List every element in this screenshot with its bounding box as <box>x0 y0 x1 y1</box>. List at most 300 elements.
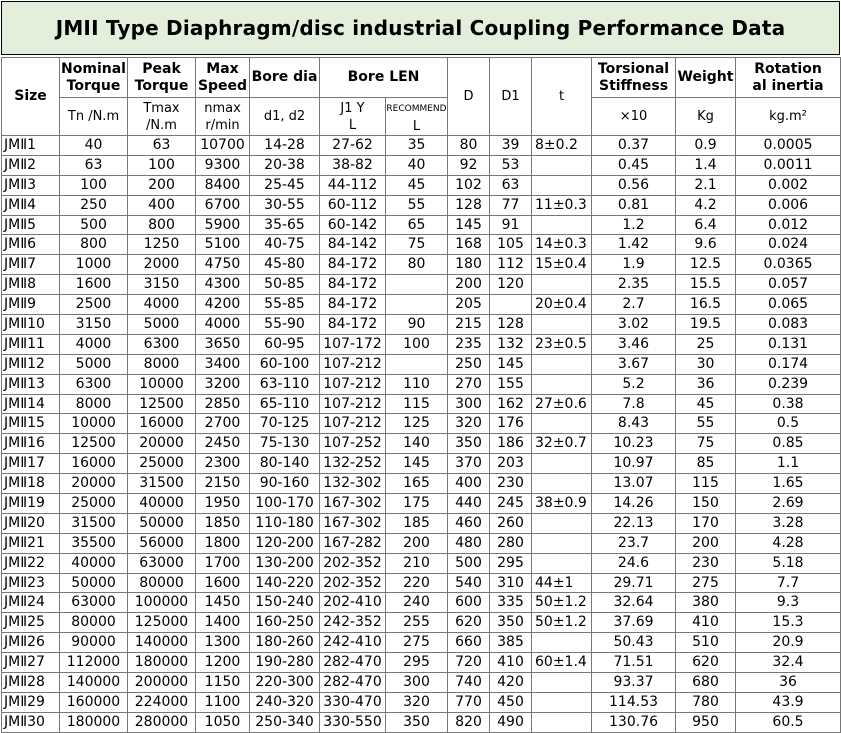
cell-weight: 6.4 <box>676 215 736 235</box>
cell-d1: 310 <box>490 573 532 593</box>
cell-max-speed: 2300 <box>196 454 250 474</box>
cell-size: JMⅡ30 <box>2 712 60 732</box>
cell-rotational-inertia: 0.5 <box>736 414 841 434</box>
cell-peak-torque: 125000 <box>128 613 196 633</box>
cell-d: 370 <box>448 454 490 474</box>
cell-bore-dia: 220-300 <box>250 673 320 693</box>
cell-bore-len-j1y: 282-470 <box>320 653 386 673</box>
cell-rotational-inertia: 0.002 <box>736 175 841 195</box>
cell-peak-torque: 31500 <box>128 474 196 494</box>
cell-torsional-stiffness: 23.7 <box>592 533 676 553</box>
unit-nominal-torque: Tn /N.m <box>60 98 128 136</box>
cell-weight: 16.5 <box>676 295 736 315</box>
cell-d: 102 <box>448 175 490 195</box>
cell-bore-len-j1y: 84-172 <box>320 295 386 315</box>
cell-bore-len-recommend <box>386 295 448 315</box>
cell-t <box>532 673 592 693</box>
cell-bore-len-j1y: 107-212 <box>320 374 386 394</box>
cell-bore-dia: 100-170 <box>250 494 320 514</box>
cell-rotational-inertia: 4.28 <box>736 533 841 553</box>
cell-peak-torque: 140000 <box>128 633 196 653</box>
cell-peak-torque: 4000 <box>128 295 196 315</box>
cell-max-speed: 3400 <box>196 354 250 374</box>
cell-torsional-stiffness: 1.42 <box>592 235 676 255</box>
cell-size: JMⅡ27 <box>2 653 60 673</box>
cell-bore-len-recommend: 35 <box>386 136 448 156</box>
cell-peak-torque: 200000 <box>128 673 196 693</box>
cell-torsional-stiffness: 71.51 <box>592 653 676 673</box>
cell-max-speed: 1700 <box>196 553 250 573</box>
cell-torsional-stiffness: 10.23 <box>592 434 676 454</box>
cell-max-speed: 4750 <box>196 255 250 275</box>
cell-d: 235 <box>448 334 490 354</box>
cell-d: 205 <box>448 295 490 315</box>
cell-rotational-inertia: 32.4 <box>736 653 841 673</box>
cell-max-speed: 5900 <box>196 215 250 235</box>
cell-max-speed: 3650 <box>196 334 250 354</box>
table-row <box>2 712 841 732</box>
cell-nominal-torque: 1600 <box>60 275 128 295</box>
table-row <box>2 334 841 354</box>
cell-peak-torque: 800 <box>128 215 196 235</box>
table-row <box>2 155 841 175</box>
cell-nominal-torque: 12500 <box>60 434 128 454</box>
cell-torsional-stiffness: 93.37 <box>592 673 676 693</box>
cell-bore-len-recommend: 300 <box>386 673 448 693</box>
cell-bore-dia: 25-45 <box>250 175 320 195</box>
header-peak-torque: Peak Torque <box>128 58 196 98</box>
table-row <box>2 573 841 593</box>
cell-bore-len-recommend: 100 <box>386 334 448 354</box>
cell-peak-torque: 5000 <box>128 315 196 335</box>
cell-rotational-inertia: 0.38 <box>736 394 841 414</box>
cell-peak-torque: 80000 <box>128 573 196 593</box>
cell-nominal-torque: 50000 <box>60 573 128 593</box>
cell-torsional-stiffness: 3.02 <box>592 315 676 335</box>
cell-torsional-stiffness: 0.56 <box>592 175 676 195</box>
cell-nominal-torque: 25000 <box>60 494 128 514</box>
cell-torsional-stiffness: 1.2 <box>592 215 676 235</box>
cell-size: JMⅡ23 <box>2 573 60 593</box>
cell-d1: 63 <box>490 175 532 195</box>
cell-max-speed: 1800 <box>196 533 250 553</box>
cell-nominal-torque: 5000 <box>60 354 128 374</box>
cell-bore-len-recommend: 65 <box>386 215 448 235</box>
cell-d: 128 <box>448 195 490 215</box>
cell-size: JMⅡ6 <box>2 235 60 255</box>
cell-size: JMⅡ22 <box>2 553 60 573</box>
table-row <box>2 215 841 235</box>
table-row <box>2 692 841 712</box>
cell-peak-torque: 50000 <box>128 513 196 533</box>
cell-weight: 4.2 <box>676 195 736 215</box>
cell-d: 168 <box>448 235 490 255</box>
cell-t: 27±0.6 <box>532 394 592 414</box>
cell-d1: 53 <box>490 155 532 175</box>
cell-rotational-inertia: 43.9 <box>736 692 841 712</box>
cell-weight: 200 <box>676 533 736 553</box>
cell-torsional-stiffness: 22.13 <box>592 513 676 533</box>
cell-d: 540 <box>448 573 490 593</box>
cell-bore-len-j1y: 107-252 <box>320 434 386 454</box>
cell-peak-torque: 3150 <box>128 275 196 295</box>
cell-bore-len-j1y: 60-142 <box>320 215 386 235</box>
cell-d: 620 <box>448 613 490 633</box>
cell-weight: 275 <box>676 573 736 593</box>
unit-peak-torque: Tmax /N.m <box>128 98 196 136</box>
cell-weight: 620 <box>676 653 736 673</box>
cell-peak-torque: 224000 <box>128 692 196 712</box>
cell-max-speed: 6700 <box>196 195 250 215</box>
cell-bore-len-recommend: 75 <box>386 235 448 255</box>
cell-size: JMⅡ14 <box>2 394 60 414</box>
cell-weight: 950 <box>676 712 736 732</box>
header-weight: Weight <box>676 58 736 98</box>
cell-d1: 295 <box>490 553 532 573</box>
cell-peak-torque: 100 <box>128 155 196 175</box>
cell-d1: 385 <box>490 633 532 653</box>
cell-size: JMⅡ15 <box>2 414 60 434</box>
cell-bore-dia: 30-55 <box>250 195 320 215</box>
cell-weight: 170 <box>676 513 736 533</box>
cell-bore-dia: 60-95 <box>250 334 320 354</box>
cell-rotational-inertia: 5.18 <box>736 553 841 573</box>
cell-bore-len-j1y: 202-410 <box>320 593 386 613</box>
cell-d1: 410 <box>490 653 532 673</box>
cell-nominal-torque: 800 <box>60 235 128 255</box>
cell-t <box>532 275 592 295</box>
unit-weight: Kg <box>676 98 736 136</box>
cell-nominal-torque: 160000 <box>60 692 128 712</box>
cell-bore-dia: 50-85 <box>250 275 320 295</box>
cell-d1: 112 <box>490 255 532 275</box>
performance-table <box>1 57 841 733</box>
cell-size: JMⅡ28 <box>2 673 60 693</box>
cell-peak-torque: 200 <box>128 175 196 195</box>
cell-bore-len-recommend: 320 <box>386 692 448 712</box>
cell-torsional-stiffness: 1.9 <box>592 255 676 275</box>
header-d1: D1 <box>490 58 532 136</box>
cell-max-speed: 1400 <box>196 613 250 633</box>
cell-d1: 39 <box>490 136 532 156</box>
cell-weight: 230 <box>676 553 736 573</box>
cell-max-speed: 4000 <box>196 315 250 335</box>
cell-nominal-torque: 250 <box>60 195 128 215</box>
cell-bore-dia: 130-200 <box>250 553 320 573</box>
header-torsional-stiffness: Torsional Stiffness <box>592 58 676 98</box>
cell-bore-len-recommend: 210 <box>386 553 448 573</box>
cell-d1: 155 <box>490 374 532 394</box>
cell-t <box>532 513 592 533</box>
cell-weight: 19.5 <box>676 315 736 335</box>
cell-peak-torque: 56000 <box>128 533 196 553</box>
cell-max-speed: 10700 <box>196 136 250 156</box>
cell-rotational-inertia: 0.012 <box>736 215 841 235</box>
cell-d: 600 <box>448 593 490 613</box>
cell-size: JMⅡ17 <box>2 454 60 474</box>
cell-nominal-torque: 6300 <box>60 374 128 394</box>
cell-nominal-torque: 112000 <box>60 653 128 673</box>
cell-weight: 150 <box>676 494 736 514</box>
cell-t <box>532 414 592 434</box>
cell-size: JMⅡ26 <box>2 633 60 653</box>
cell-bore-len-j1y: 242-410 <box>320 633 386 653</box>
cell-size: JMⅡ4 <box>2 195 60 215</box>
cell-rotational-inertia: 1.65 <box>736 474 841 494</box>
cell-bore-len-j1y: 38-82 <box>320 155 386 175</box>
cell-t <box>532 553 592 573</box>
unit-rotational-inertia: kg.m² <box>736 98 841 136</box>
cell-torsional-stiffness: 114.53 <box>592 692 676 712</box>
cell-d: 350 <box>448 434 490 454</box>
cell-d: 92 <box>448 155 490 175</box>
cell-bore-dia: 90-160 <box>250 474 320 494</box>
cell-d1: 120 <box>490 275 532 295</box>
cell-d1: 203 <box>490 454 532 474</box>
cell-bore-len-recommend: 200 <box>386 533 448 553</box>
unit-max-speed: nmax r/min <box>196 98 250 136</box>
cell-weight: 30 <box>676 354 736 374</box>
cell-nominal-torque: 80000 <box>60 613 128 633</box>
cell-bore-len-j1y: 132-302 <box>320 474 386 494</box>
coupling-data-sheet <box>1 1 840 730</box>
table-row <box>2 454 841 474</box>
cell-peak-torque: 2000 <box>128 255 196 275</box>
cell-peak-torque: 280000 <box>128 712 196 732</box>
cell-d: 660 <box>448 633 490 653</box>
cell-weight: 780 <box>676 692 736 712</box>
cell-max-speed: 9300 <box>196 155 250 175</box>
table-row <box>2 295 841 315</box>
cell-d1: 128 <box>490 315 532 335</box>
cell-weight: 1.4 <box>676 155 736 175</box>
cell-d1: 186 <box>490 434 532 454</box>
table-row <box>2 414 841 434</box>
cell-size: JMⅡ5 <box>2 215 60 235</box>
table-row <box>2 513 841 533</box>
cell-d: 215 <box>448 315 490 335</box>
table-row <box>2 195 841 215</box>
cell-bore-dia: 45-80 <box>250 255 320 275</box>
cell-d: 740 <box>448 673 490 693</box>
cell-rotational-inertia: 2.69 <box>736 494 841 514</box>
cell-size: JMⅡ11 <box>2 334 60 354</box>
cell-size: JMⅡ9 <box>2 295 60 315</box>
cell-peak-torque: 1250 <box>128 235 196 255</box>
cell-peak-torque: 400 <box>128 195 196 215</box>
cell-t <box>532 533 592 553</box>
table-row <box>2 673 841 693</box>
cell-bore-dia: 20-38 <box>250 155 320 175</box>
cell-nominal-torque: 4000 <box>60 334 128 354</box>
cell-d: 145 <box>448 215 490 235</box>
cell-bore-dia: 40-75 <box>250 235 320 255</box>
cell-size: JMⅡ25 <box>2 613 60 633</box>
cell-bore-len-recommend: 145 <box>386 454 448 474</box>
cell-d1 <box>490 295 532 315</box>
cell-bore-dia: 160-250 <box>250 613 320 633</box>
cell-d1: 420 <box>490 673 532 693</box>
cell-max-speed: 2700 <box>196 414 250 434</box>
cell-nominal-torque: 40000 <box>60 553 128 573</box>
cell-torsional-stiffness: 32.64 <box>592 593 676 613</box>
cell-nominal-torque: 31500 <box>60 513 128 533</box>
table-row <box>2 653 841 673</box>
cell-bore-dia: 55-90 <box>250 315 320 335</box>
cell-nominal-torque: 140000 <box>60 673 128 693</box>
cell-torsional-stiffness: 0.45 <box>592 155 676 175</box>
cell-d1: 450 <box>490 692 532 712</box>
cell-d: 770 <box>448 692 490 712</box>
cell-peak-torque: 40000 <box>128 494 196 514</box>
cell-weight: 380 <box>676 593 736 613</box>
cell-weight: 25 <box>676 334 736 354</box>
cell-weight: 36 <box>676 374 736 394</box>
cell-d: 500 <box>448 553 490 573</box>
cell-t: 14±0.3 <box>532 235 592 255</box>
cell-torsional-stiffness: 29.71 <box>592 573 676 593</box>
cell-max-speed: 1950 <box>196 494 250 514</box>
cell-torsional-stiffness: 10.97 <box>592 454 676 474</box>
header-nominal-torque: Nominal Torque <box>60 58 128 98</box>
cell-torsional-stiffness: 13.07 <box>592 474 676 494</box>
header-bore-len: Bore LEN <box>320 58 448 98</box>
cell-bore-len-recommend <box>386 275 448 295</box>
cell-rotational-inertia: 1.1 <box>736 454 841 474</box>
cell-bore-len-j1y: 84-172 <box>320 315 386 335</box>
cell-weight: 75 <box>676 434 736 454</box>
cell-weight: 510 <box>676 633 736 653</box>
cell-d: 320 <box>448 414 490 434</box>
cell-bore-len-recommend: 115 <box>386 394 448 414</box>
table-row <box>2 593 841 613</box>
cell-d: 80 <box>448 136 490 156</box>
cell-weight: 410 <box>676 613 736 633</box>
cell-nominal-torque: 500 <box>60 215 128 235</box>
cell-t: 50±1.2 <box>532 613 592 633</box>
table-title: JMII Type Diaphragm/disc industrial Coupling Performance Data <box>1 1 840 55</box>
cell-t <box>532 354 592 374</box>
header-bore-dia: Bore dia <box>250 58 320 98</box>
cell-max-speed: 2850 <box>196 394 250 414</box>
cell-max-speed: 1300 <box>196 633 250 653</box>
cell-max-speed: 4200 <box>196 295 250 315</box>
cell-weight: 2.1 <box>676 175 736 195</box>
cell-torsional-stiffness: 37.69 <box>592 613 676 633</box>
table-row <box>2 553 841 573</box>
cell-size: JMⅡ21 <box>2 533 60 553</box>
cell-t <box>532 155 592 175</box>
cell-size: JMⅡ7 <box>2 255 60 275</box>
cell-max-speed: 1050 <box>196 712 250 732</box>
cell-rotational-inertia: 9.3 <box>736 593 841 613</box>
cell-bore-len-recommend: 240 <box>386 593 448 613</box>
cell-d1: 91 <box>490 215 532 235</box>
cell-peak-torque: 20000 <box>128 434 196 454</box>
cell-weight: 115 <box>676 474 736 494</box>
cell-rotational-inertia: 0.083 <box>736 315 841 335</box>
cell-d: 480 <box>448 533 490 553</box>
cell-d1: 105 <box>490 235 532 255</box>
cell-t <box>532 215 592 235</box>
cell-bore-len-j1y: 84-142 <box>320 235 386 255</box>
cell-t: 50±1.2 <box>532 593 592 613</box>
cell-bore-len-recommend: 255 <box>386 613 448 633</box>
cell-nominal-torque: 16000 <box>60 454 128 474</box>
cell-t <box>532 474 592 494</box>
header-d: D <box>448 58 490 136</box>
cell-d1: 335 <box>490 593 532 613</box>
cell-size: JMⅡ24 <box>2 593 60 613</box>
cell-rotational-inertia: 60.5 <box>736 712 841 732</box>
cell-t: 20±0.4 <box>532 295 592 315</box>
cell-rotational-inertia: 0.006 <box>736 195 841 215</box>
cell-d1: 350 <box>490 613 532 633</box>
cell-bore-dia: 240-320 <box>250 692 320 712</box>
cell-bore-len-j1y: 202-352 <box>320 573 386 593</box>
cell-bore-len-j1y: 167-282 <box>320 533 386 553</box>
cell-peak-torque: 16000 <box>128 414 196 434</box>
cell-bore-len-recommend: 125 <box>386 414 448 434</box>
cell-weight: 85 <box>676 454 736 474</box>
cell-bore-len-j1y: 44-112 <box>320 175 386 195</box>
header-rotational-inertia: Rotation al inertia <box>736 58 841 98</box>
cell-size: JMⅡ19 <box>2 494 60 514</box>
cell-torsional-stiffness: 3.46 <box>592 334 676 354</box>
cell-size: JMⅡ13 <box>2 374 60 394</box>
table-row <box>2 633 841 653</box>
cell-weight: 55 <box>676 414 736 434</box>
cell-max-speed: 1200 <box>196 653 250 673</box>
cell-torsional-stiffness: 130.76 <box>592 712 676 732</box>
table-row <box>2 613 841 633</box>
cell-max-speed: 1600 <box>196 573 250 593</box>
cell-t: 15±0.4 <box>532 255 592 275</box>
cell-rotational-inertia: 0.0365 <box>736 255 841 275</box>
cell-bore-len-j1y: 167-302 <box>320 494 386 514</box>
cell-torsional-stiffness: 50.43 <box>592 633 676 653</box>
cell-size: JMⅡ20 <box>2 513 60 533</box>
cell-d: 200 <box>448 275 490 295</box>
cell-peak-torque: 25000 <box>128 454 196 474</box>
cell-nominal-torque: 63 <box>60 155 128 175</box>
cell-weight: 12.5 <box>676 255 736 275</box>
cell-bore-len-j1y: 84-172 <box>320 275 386 295</box>
cell-bore-dia: 140-220 <box>250 573 320 593</box>
cell-d: 820 <box>448 712 490 732</box>
cell-torsional-stiffness: 14.26 <box>592 494 676 514</box>
unit-torsional-stiffness: ×10 <box>592 98 676 136</box>
table-row <box>2 175 841 195</box>
cell-bore-dia: 70-125 <box>250 414 320 434</box>
cell-bore-dia: 65-110 <box>250 394 320 414</box>
cell-rotational-inertia: 36 <box>736 673 841 693</box>
cell-bore-len-recommend: 165 <box>386 474 448 494</box>
cell-size: JMⅡ16 <box>2 434 60 454</box>
cell-bore-len-j1y: 282-470 <box>320 673 386 693</box>
cell-peak-torque: 63000 <box>128 553 196 573</box>
cell-nominal-torque: 2500 <box>60 295 128 315</box>
cell-nominal-torque: 90000 <box>60 633 128 653</box>
cell-bore-len-recommend: 295 <box>386 653 448 673</box>
cell-d1: 260 <box>490 513 532 533</box>
cell-torsional-stiffness: 5.2 <box>592 374 676 394</box>
cell-bore-len-recommend: 220 <box>386 573 448 593</box>
cell-rotational-inertia: 15.3 <box>736 613 841 633</box>
cell-d1: 145 <box>490 354 532 374</box>
cell-torsional-stiffness: 24.6 <box>592 553 676 573</box>
table-row <box>2 255 841 275</box>
